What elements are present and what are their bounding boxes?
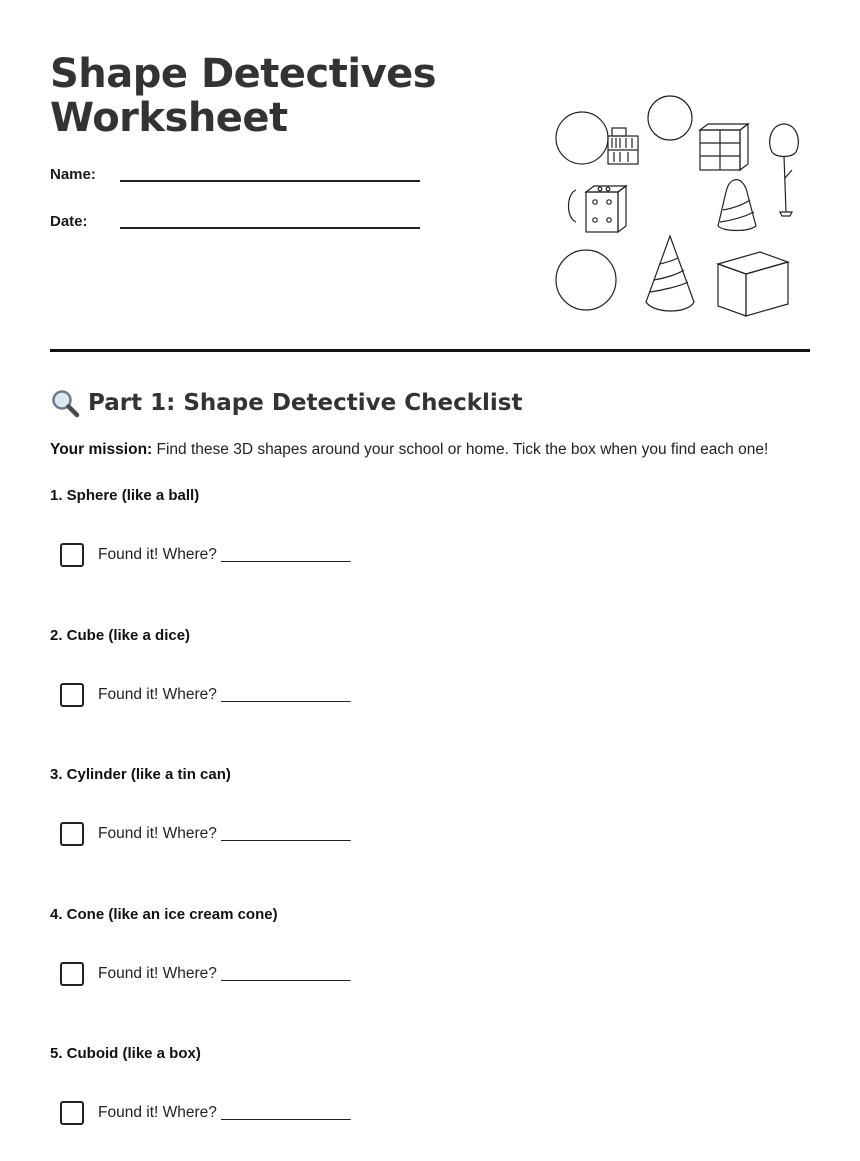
found-text: Found it! Where? _______________ [98,825,351,842]
found-checkbox[interactable] [60,683,84,707]
found-checkbox[interactable] [60,962,84,986]
date-line[interactable] [120,227,420,229]
section-title-text: Part 1: Shape Detective Checklist [88,390,523,416]
found-row [60,543,351,567]
found-text: Found it! Where? _______________ [98,1104,351,1121]
checklist-item [50,487,810,563]
found-checkbox[interactable] [60,1101,84,1125]
found-checkbox[interactable] [60,822,84,846]
item-title: 1. Sphere (like a ball) [50,487,200,504]
found-row [60,822,351,846]
sphere-icon [556,250,616,310]
checklist-item [50,1045,810,1121]
checklist-item [50,906,810,982]
found-text: Found it! Where? _______________ [98,686,351,703]
checklist-item [50,766,810,842]
shapes-illustration [548,88,808,324]
sphere-icon [556,112,608,164]
dice-icon [586,186,626,232]
found-text: Found it! Where? _______________ [98,546,351,563]
cone-icon [646,236,694,311]
mission-label: Your mission: [50,441,153,458]
name-label: Name: [50,166,96,183]
cylinder-icon [569,190,577,222]
title-line-2: Worksheet [50,95,288,141]
header-divider [50,349,810,352]
section-title [50,388,522,418]
mission-text [50,441,768,459]
found-row [60,1101,351,1125]
drawer-cabinet-icon [700,124,748,170]
item-title: 4. Cone (like an ice cream cone) [50,906,278,923]
checklist-item [50,627,810,703]
item-title: 3. Cylinder (like a tin can) [50,766,231,783]
mission-body: Find these 3D shapes around your school or home. Tick the box when you find each one! [152,441,769,458]
item-title: 5. Cuboid (like a box) [50,1045,201,1062]
tree-icon [770,124,799,216]
cube-icon [718,252,788,316]
title-line-1: Shape Detectives [50,51,437,97]
found-row [60,962,351,986]
bookshelf-icon [608,128,638,164]
magnifying-glass-icon [50,388,80,418]
found-row [60,683,351,707]
found-text: Found it! Where? _______________ [98,965,351,982]
found-checkbox[interactable] [60,543,84,567]
cone-icon [718,180,756,231]
name-line[interactable] [120,180,420,182]
date-label: Date: [50,213,88,230]
sphere-icon [648,96,692,140]
item-title: 2. Cube (like a dice) [50,627,191,644]
